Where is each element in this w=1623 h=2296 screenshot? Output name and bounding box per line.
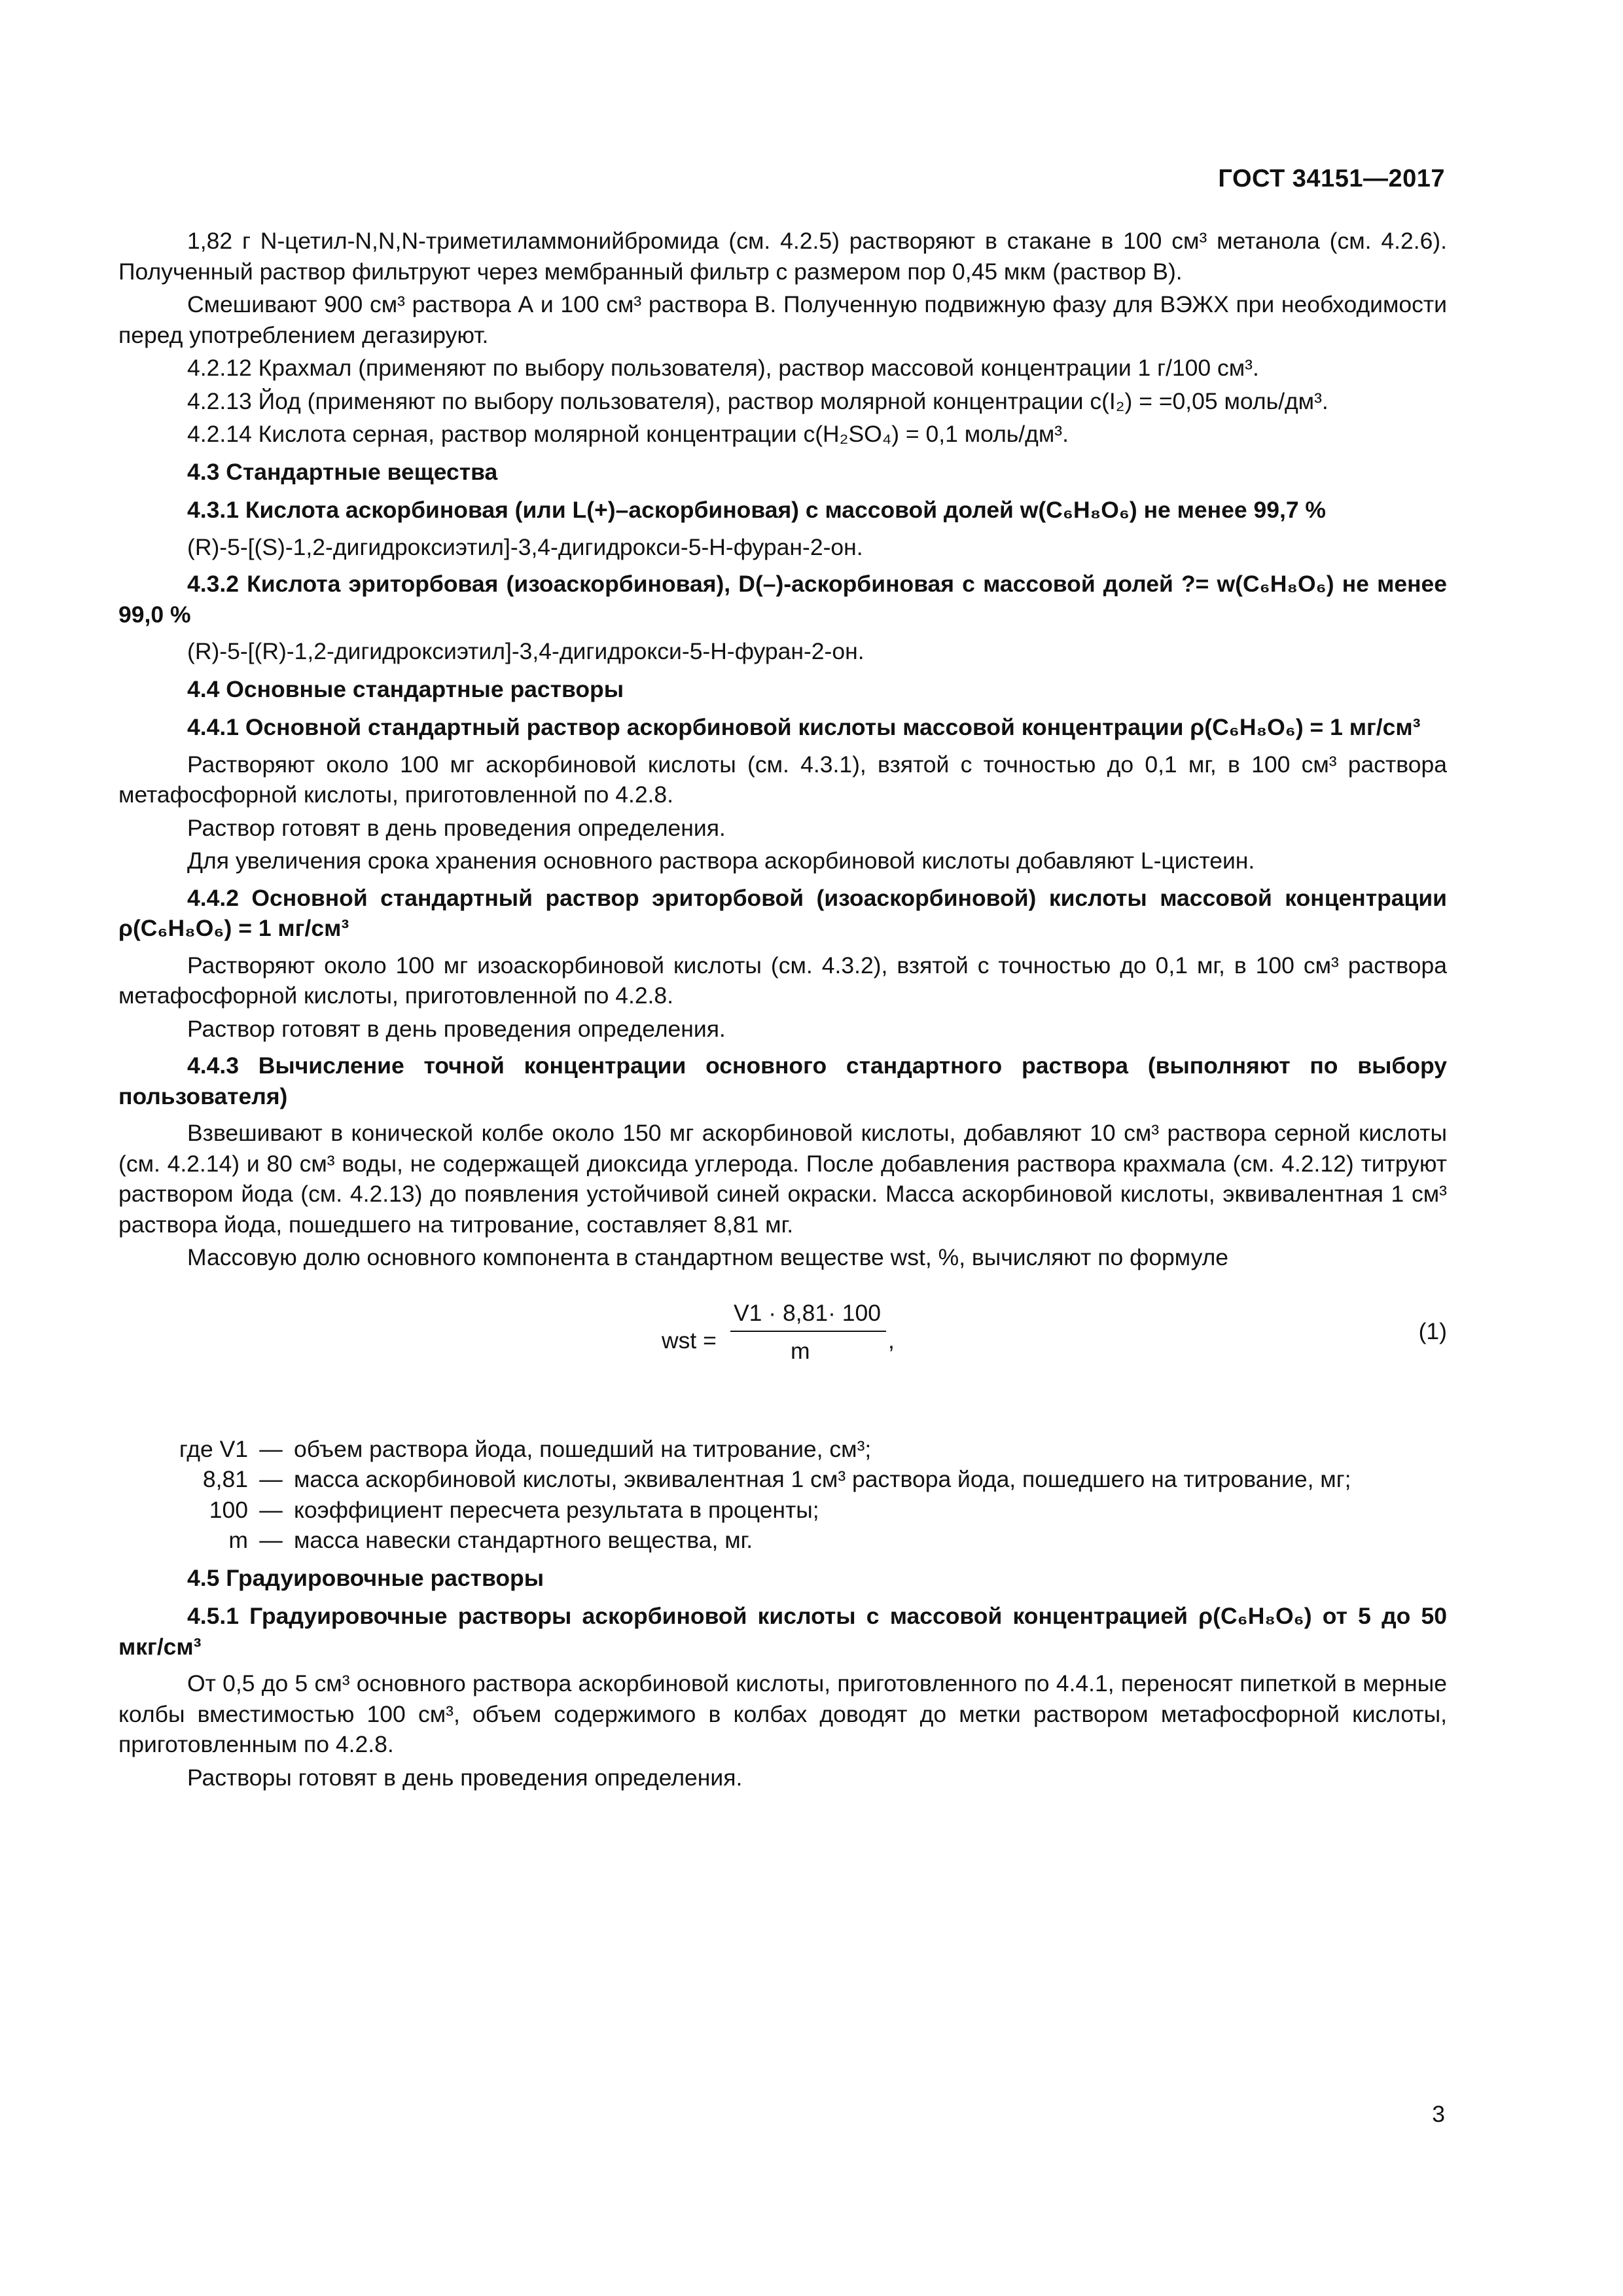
legend-row [118, 1525, 1447, 1556]
paragraph: Раствор готовят в день проведения определения. [187, 1015, 726, 1042]
subsection-heading-4-3-2: 4.3.2 Кислота эриторбовая (изоаскорбиновая), D(–)-аскорбиновая с массовой долей ?= w(C₆H₈O₆) не менее 99,0 % [118, 571, 1447, 628]
section-heading-4-4: 4.4 Основные стандартные растворы [187, 675, 624, 702]
clause-4-2-12: 4.2.12 Крахмал (применяют по выбору пользователя), раствор массовой концентрации 1 г/100 см³. [187, 355, 1259, 381]
paragraph: Раствор готовят в день проведения определения. [187, 814, 726, 841]
document-body [118, 226, 1447, 1795]
paragraph: (R)-5-[(R)-1,2-дигидроксиэтил]-3,4-дигидрокси-5-Н-фуран-2-он. [187, 638, 865, 664]
clause-4-2-14: 4.2.14 Кислота серная, раствор молярной концентрации c(H₂SO₄) = 0,1 моль/дм³. [187, 421, 1069, 447]
legend-row [118, 1464, 1447, 1495]
legend-dash: — [259, 1527, 283, 1553]
subsection-heading-4-3-1: 4.3.1 Кислота аскорбиновая (или L(+)–аскорбиновая) с массовой долей w(C₆H₈O₆) не менее 99,7 % [187, 497, 1326, 523]
page-number: 3 [1432, 2101, 1445, 2127]
legend-symbol: 8,81 [202, 1466, 248, 1492]
legend-symbol: где V1 [179, 1435, 248, 1462]
legend-text: масса аскорбиновой кислоты, эквивалентная 1 см³ раствора йода, пошедшего на титрование, мг; [294, 1466, 1351, 1492]
paragraph: Массовую долю основного компонента в стандартном веществе wst, %, вычисляют по формуле [187, 1244, 1229, 1270]
legend-text: масса навески стандартного вещества, мг. [294, 1527, 753, 1553]
formula-numerator: V1 · 8,81· 100 [734, 1299, 881, 1326]
document-standard-number: ГОСТ 34151—2017 [1218, 165, 1445, 192]
section-heading-4-5: 4.5 Градуировочные растворы [187, 1564, 544, 1591]
subsection-heading-4-4-1: 4.4.1 Основной стандартный раствор аскорбиновой кислоты массовой концентрации ρ(C₆H₈O₆) = 1 мг/см³ [187, 714, 1421, 740]
paragraph: Взвешивают в конической колбе около 150 мг аскорбиновой кислоты, добавляют 10 см³ раствора серной кислоты (см. 4.2.14) и 80 см³ воды, не содержащей диоксида углерода. После добавления раствора крахмала (см. 4.2.12) титруют раствором йода (см. 4.2.13) до появления устойчивой синей окраски. Масса аскорбиновой кислоты, эквивалентная 1 см³ раствора йода, пошедшего на титрование, составляет 8,81 мг. [118, 1120, 1447, 1238]
paragraph: Для увеличения срока хранения основного раствора аскорбиновой кислоты добавляют L-цистеин. [187, 848, 1255, 874]
paragraph: От 0,5 до 5 см³ основного раствора аскорбиновой кислоты, приготовленного по 4.4.1, переносят пипеткой в мерные колбы вместимостью 100 см³, объем содержимого в колбах доводят до метки раствором метафосфорной кислоты, приготовленным по 4.2.8. [118, 1670, 1447, 1757]
formula-denominator: m [791, 1337, 810, 1364]
legend-dash: — [259, 1466, 283, 1492]
legend-dash: — [259, 1496, 283, 1523]
legend-row [118, 1434, 1447, 1465]
subsection-heading-4-4-2: 4.4.2 Основной стандартный раствор эриторбовой (изоаскорбиновой) кислоты массовой концентрации ρ(C₆H₈O₆) = 1 мг/см³ [118, 884, 1447, 941]
legend-symbol: 100 [209, 1496, 248, 1523]
fraction-bar [730, 1331, 886, 1332]
section-heading-4-3: 4.3 Стандартные вещества [187, 458, 498, 485]
paragraph: Растворы готовят в день проведения определения. [187, 1764, 743, 1791]
formula-trail: , [888, 1327, 895, 1354]
legend-text: коэффициент пересчета результата в проценты; [294, 1496, 819, 1523]
formula-number: (1) [1418, 1318, 1447, 1344]
formula-legend [118, 1434, 1447, 1556]
formula-lhs: wst = [662, 1327, 717, 1354]
legend-row [118, 1495, 1447, 1526]
legend-text: объем раствора йода, пошедший на титрование, см³; [294, 1435, 872, 1462]
paragraph: Растворяют около 100 мг аскорбиновой кислоты (см. 4.3.1), взятой с точностью до 0,1 мг, в 100 см³ раствора метафосфорной кислоты, приготовленной по 4.2.8. [118, 751, 1447, 808]
clause-4-2-13: 4.2.13 Йод (применяют по выбору пользователя), раствор молярной концентрации c(I₂) = =0,05 моль/дм³. [187, 387, 1329, 414]
legend-dash: — [259, 1435, 283, 1462]
paragraph: 1,82 г N-цетил-N,N,N-триметиламмонийбромида (см. 4.2.5) растворяют в стакане в 100 см³ метанола (см. 4.2.6). Полученный раствор фильтруют через мембранный фильтр с размером пор 0,45 мкм (раствор В). [118, 228, 1447, 285]
paragraph: (R)-5-[(S)-1,2-дигидроксиэтил]-3,4-дигидрокси-5-Н-фуран-2-он. [187, 533, 863, 560]
paragraph: Растворяют около 100 мг изоаскорбиновой кислоты (см. 4.3.2), взятой с точностью до 0,1 мг, в 100 см³ раствора метафосфорной кислоты, приготовленной по 4.2.8. [118, 952, 1447, 1009]
legend-symbol: m [228, 1527, 248, 1553]
subsection-heading-4-5-1: 4.5.1 Градуировочные растворы аскорбиновой кислоты с массовой концентрацией ρ(C₆H₈O₆) от 5 до 50 мкг/см³ [118, 1603, 1447, 1660]
subsection-heading-4-4-3: 4.4.3 Вычисление точной концентрации основного стандартного раствора (выполняют по выбору пользователя) [118, 1052, 1447, 1109]
formula-1 [118, 1297, 1447, 1395]
paragraph: Смешивают 900 см³ раствора А и 100 см³ раствора В. Полученную подвижную фазу для ВЭЖХ при необходимости перед употреблением дегазируют. [118, 291, 1447, 348]
